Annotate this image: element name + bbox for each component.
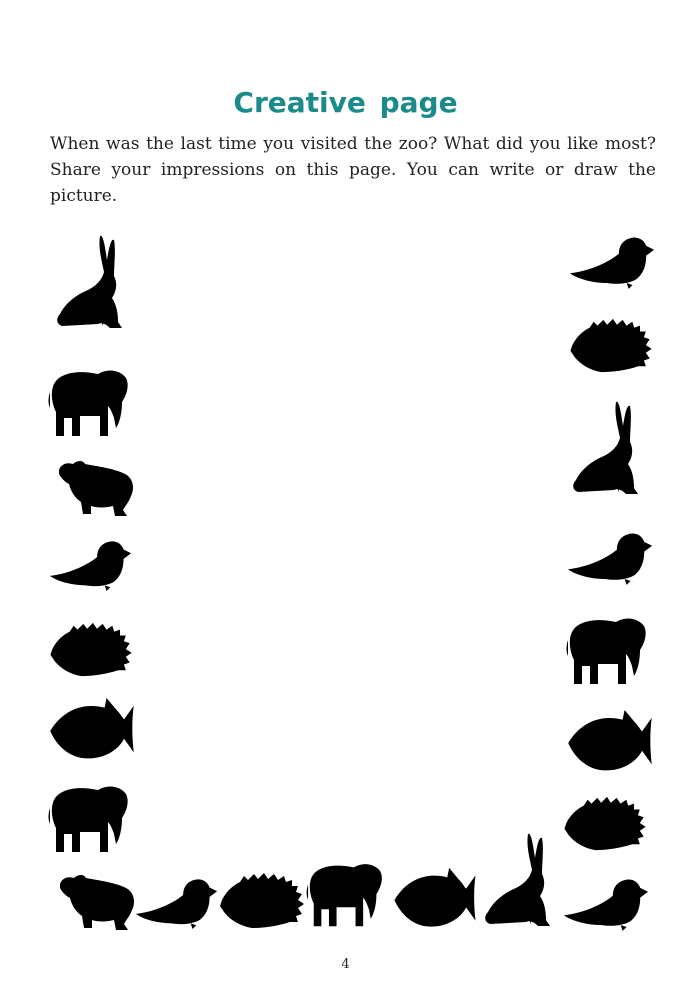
elephant-icon [46,778,136,858]
hedgehog-icon [562,794,650,852]
elephant-icon [304,856,390,932]
bear-icon [56,872,136,932]
page-number: 4 [341,957,350,972]
fish-icon [48,696,136,764]
fish-icon [392,866,478,932]
rabbit-icon [52,232,132,332]
hedgehog-icon [568,316,656,374]
fish-icon [566,708,654,776]
rabbit-icon [568,398,648,498]
bird-icon [566,532,654,586]
bird-icon [562,878,650,932]
bear-icon [55,458,135,518]
hedgehog-icon [48,620,136,678]
elephant-icon [46,362,136,442]
hedgehog-icon [218,870,308,930]
intro-text: When was the last time you visited the zoo? What did you like most? Share your impressions on this page. You can write or draw the picture. [50,134,656,206]
rabbit-icon [480,830,560,930]
bird-icon [568,236,656,290]
bird-icon [48,540,133,592]
page-title: Creative page [233,86,458,119]
bird-icon [134,878,219,930]
elephant-icon [564,610,654,690]
